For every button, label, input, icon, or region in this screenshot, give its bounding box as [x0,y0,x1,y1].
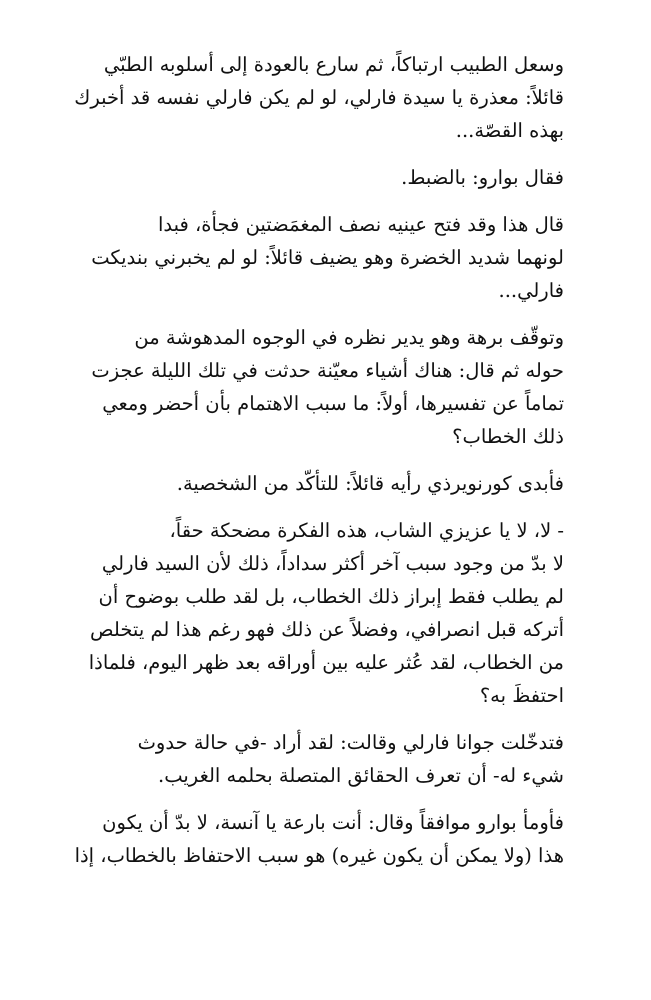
paragraph [60,321,588,453]
book-page [60,48,588,886]
text-line: احتفظَ به؟ [479,684,564,707]
text-line: لا بدّ من وجود سبب آخر أكثر سداداً، ذلك لأن السيد فارلي [101,552,564,575]
text-line: - لا، لا يا عزيزي الشاب، هذه الفكرة مضحكة حقاً، [169,519,564,542]
text-line: أتركه قبل انصرافي، وفضلاً عن ذلك فهو رغم هذا لم يتخلص [90,618,564,641]
text-line: لونهما شديد الخضرة وهو يضيف قائلاً: لو لم يخبرني بنديكت [91,246,564,269]
paragraph [60,514,588,712]
text-line: وسعل الطبيب ارتباكاً، ثم سارع بالعودة إلى أسلوبه الطبّي [103,53,564,76]
text-line: من الخطاب، لقد عُثر عليه بين أوراقه بعد ظهر اليوم، فلماذا [88,651,564,674]
text-line: قال هذا وقد فتح عينيه نصف المغمَضتين فجأة، فبدا [157,213,564,236]
text-line: فأومأ بوارو موافقاً وقال: أنت بارعة يا آنسة، لا بدّ أن يكون [102,811,564,834]
text-line: وتوقّف برهة وهو يدير نظره في الوجوه المدهوشة من [134,326,564,349]
text-line: بهذه القصّة... [455,119,564,142]
text-line: فارلي... [498,279,564,302]
paragraph [60,467,588,500]
paragraph [60,726,588,792]
text-line: لم يطلب فقط إبراز ذلك الخطاب، بل لقد طلب بوضوح أن [98,585,564,608]
paragraph [60,208,588,307]
text-line: ذلك الخطاب؟ [452,425,564,448]
text-line: تماماً عن تفسيرها، أولاً: ما سبب الاهتمام بأن أحضر ومعي [102,392,564,415]
paragraph [60,806,588,872]
text-line: حوله ثم قال: هناك أشياء معيّنة حدثت في تلك الليلة عجزت [91,359,564,382]
text-line: شيء له- أن تعرف الحقائق المتصلة بحلمه الغريب. [158,764,564,787]
text-line: فتدخّلت جوانا فارلي وقالت: لقد أراد -في حالة حدوث [137,731,564,754]
text-line: هذا (ولا يمكن أن يكون غيره) هو سبب الاحتفاظ بالخطاب، إذا [74,844,564,867]
paragraph [60,161,588,194]
paragraph [60,48,588,147]
text-line: فأبدى كورنويرذي رأيه قائلاً: للتأكّد من الشخصية. [176,472,564,495]
text-line: فقال بوارو: بالضبط. [401,166,564,189]
text-line: قائلاً: معذرة يا سيدة فارلي، لو لم يكن فارلي نفسه قد أخبرك [74,86,564,109]
